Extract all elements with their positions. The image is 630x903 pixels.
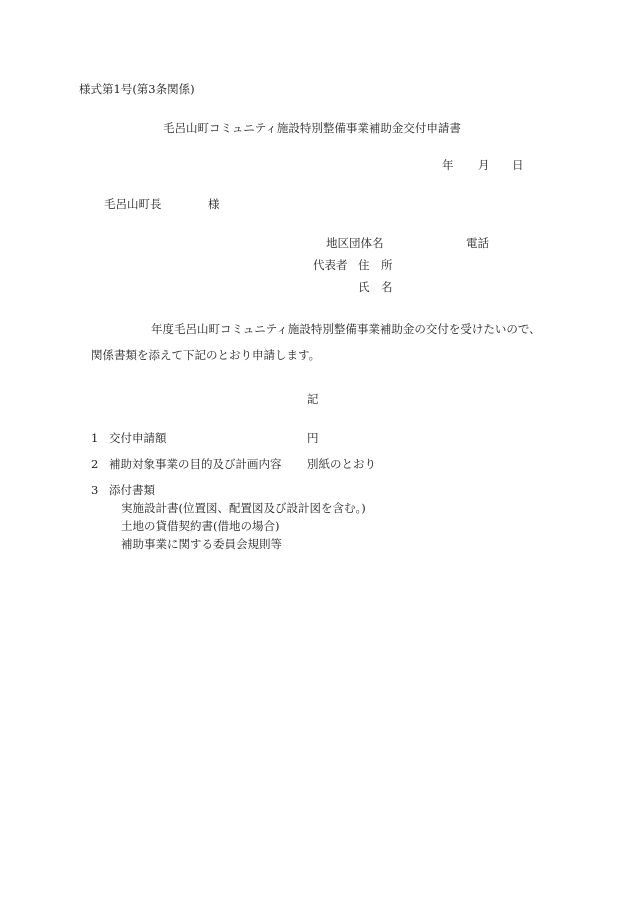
- addressee-honorific: 様: [208, 197, 220, 211]
- item-2-number: 2: [91, 457, 99, 471]
- attachment-item: 土地の貸借契約書(借地の場合): [121, 519, 280, 533]
- ki-heading: 記: [307, 392, 319, 406]
- representative-label: 代表者: [313, 258, 348, 272]
- addressee-name: 毛呂山町長: [104, 197, 162, 211]
- item-2-value: 別紙のとおり: [307, 457, 376, 471]
- item-1-number: 1: [91, 431, 99, 445]
- date-month-label: 月: [478, 158, 490, 172]
- address-label-2: 所: [381, 258, 393, 272]
- attachment-item: 実施設計書(位置図、配置図及び設計図を含む。): [121, 501, 366, 515]
- item-1-value: 円: [307, 431, 319, 445]
- item-3-number: 3: [91, 483, 99, 497]
- attachment-item: 補助事業に関する委員会規則等: [121, 537, 282, 551]
- name-label-2: 名: [381, 280, 393, 294]
- item-3-label: 添付書類: [109, 483, 155, 497]
- body-text-line-1: 年度毛呂山町コミュニティ施設特別整備事業補助金の交付を受けたいので、: [151, 322, 541, 336]
- date-year-label: 年: [442, 158, 454, 172]
- org-name-label: 地区団体名: [326, 236, 384, 250]
- name-label-1: 氏: [358, 280, 370, 294]
- form-number: 様式第1号(第3条関係): [79, 82, 195, 96]
- phone-label: 電話: [466, 236, 489, 250]
- body-text-line-2: 関係書類を添えて下記のとおり申請します。: [91, 348, 321, 362]
- item-1-label: 交付申請額: [109, 431, 167, 445]
- item-2-label: 補助対象事業の目的及び計画内容: [109, 457, 282, 471]
- date-day-label: 日: [512, 158, 524, 172]
- document-title: 毛呂山町コミュニティ施設特別整備事業補助金交付申請書: [163, 121, 461, 135]
- address-label-1: 住: [358, 258, 370, 272]
